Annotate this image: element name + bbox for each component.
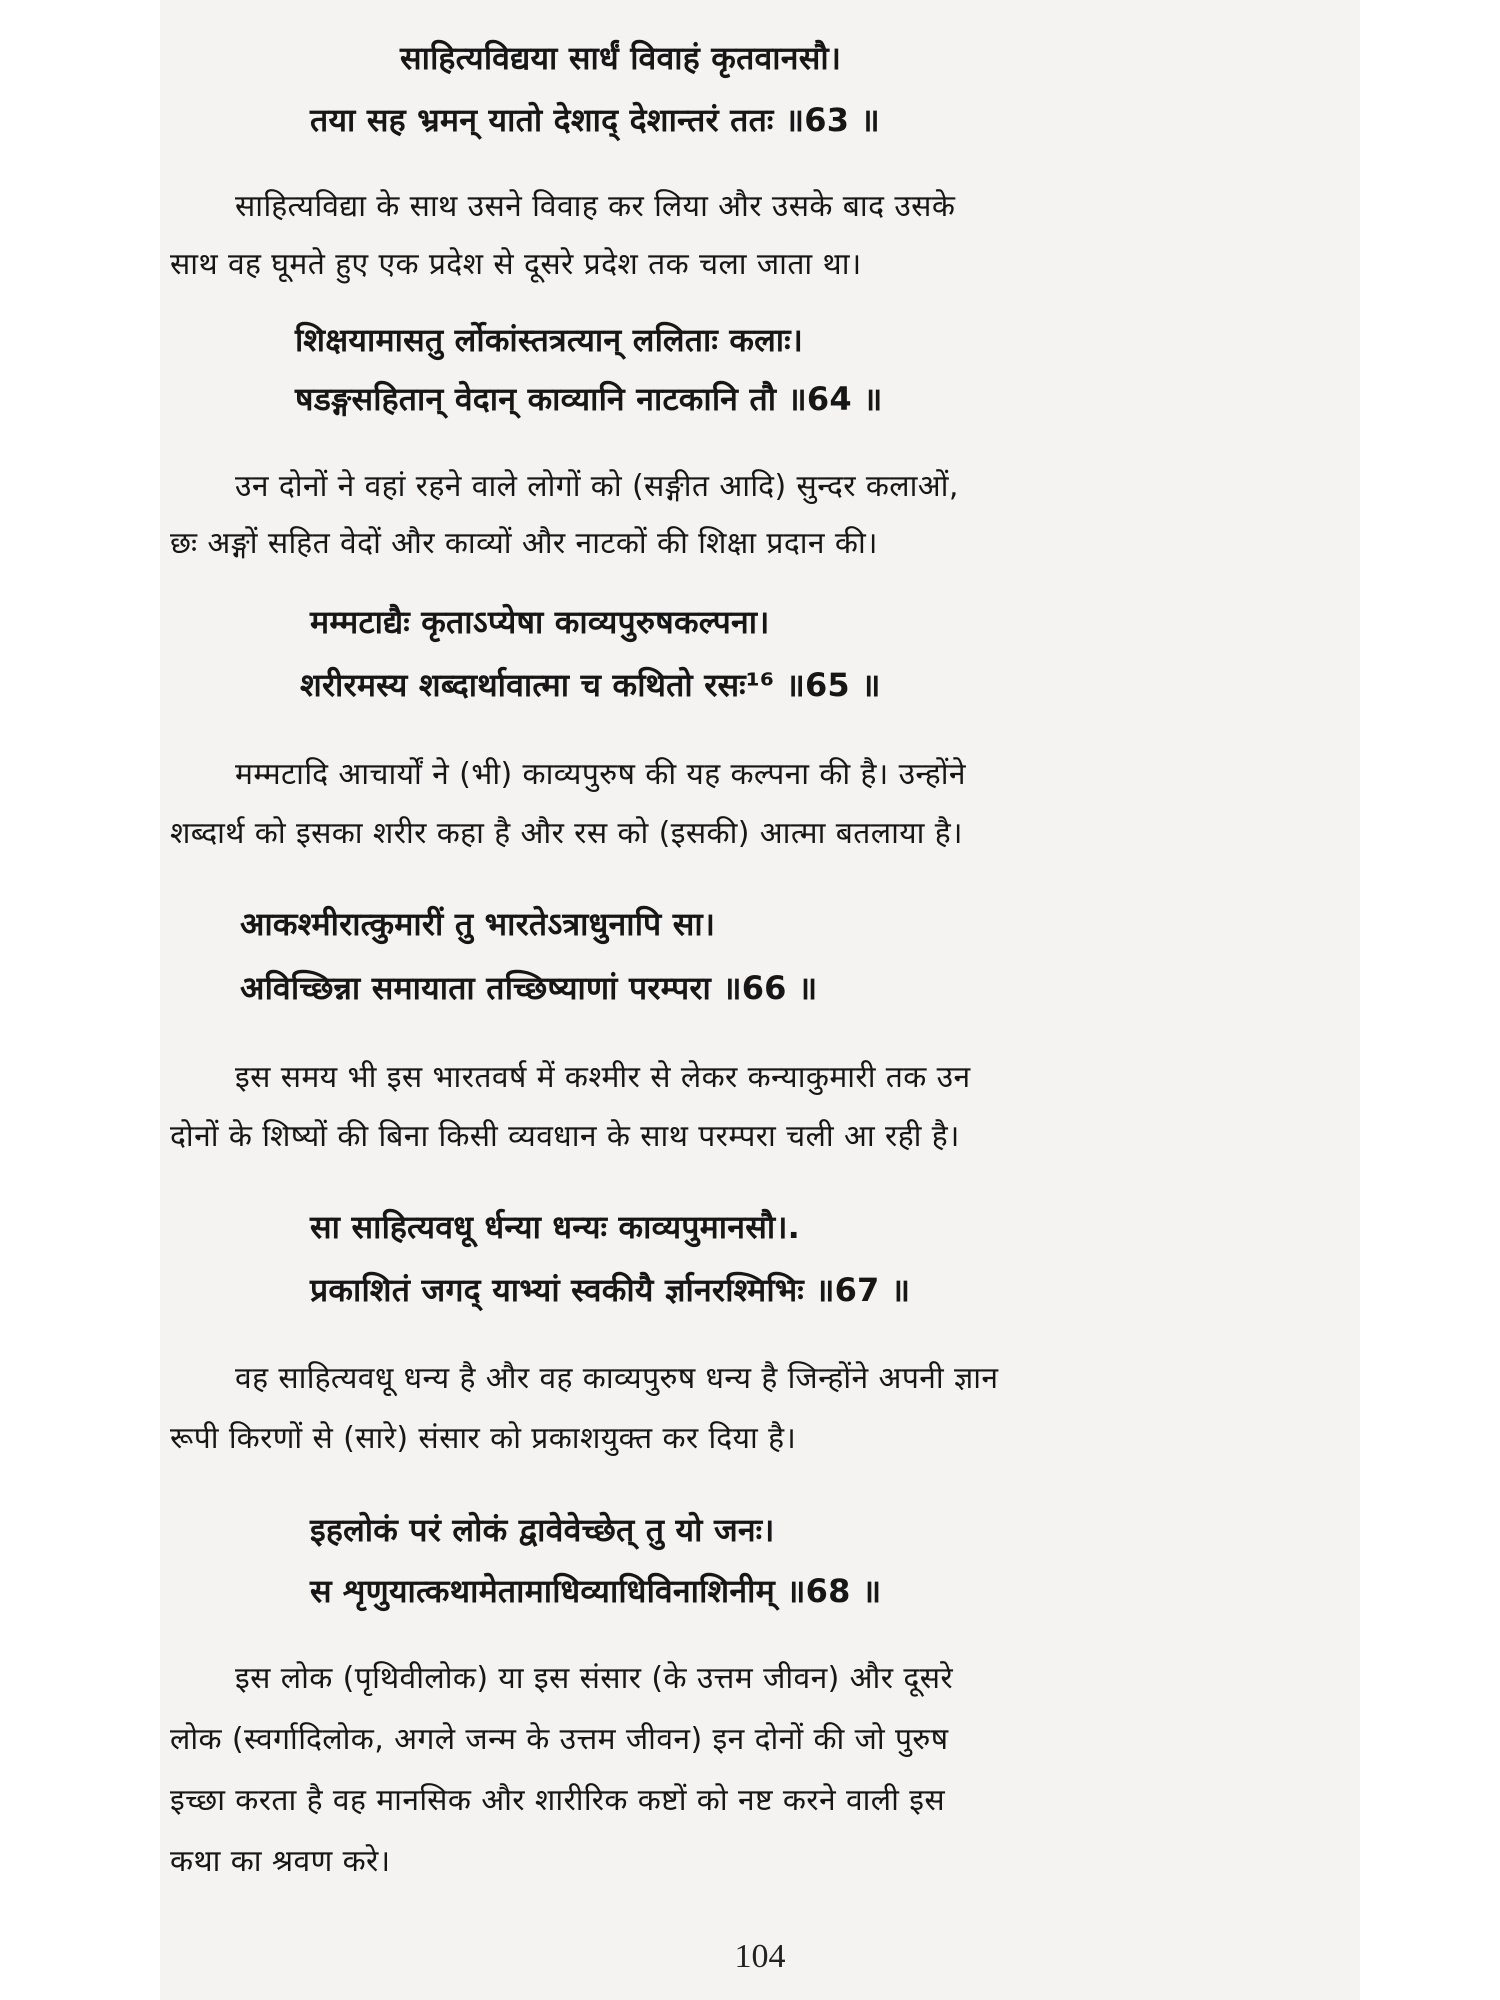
translation-67-line-2: रूपी किरणों से (सारे) संसार को प्रकाशयुक्त कर दिया है।: [170, 1421, 797, 1456]
verse-67-line-1: सा साहित्यवधू र्धन्या धन्यः काव्यपुमानसौ।.: [310, 1208, 801, 1246]
verse-64-line-2: षडङ्गसहितान् वेदान् काव्यानि नाटकानि तौ ॥64 ॥: [295, 380, 883, 418]
verse-67-line-2: प्रकाशितं जगद् याभ्यां स्वकीयै र्ज्ञानरश्मिभिः ॥67 ॥: [310, 1271, 911, 1309]
verse-63-line-2: तया सह भ्रमन् यातो देशाद् देशान्तरं ततः ॥63 ॥: [310, 101, 880, 139]
translation-63-line-2: साथ वह घूमते हुए एक प्रदेश से दूसरे प्रदेश तक चला जाता था।: [170, 247, 862, 282]
verse-68-line-1: इहलोकं परं लोकं द्वावेवेच्छेत् तु यो जनः।: [310, 1511, 775, 1549]
verse-66-line-2: अविच्छिन्ना समायाता तच्छिष्याणां परम्परा ॥66 ॥: [240, 969, 818, 1007]
translation-68-line-1: इस लोक (पृथिवीलोक) या इस संसार (के उत्तम जीवन) और दूसरे: [235, 1661, 954, 1696]
translation-68-line-4: कथा का श्रवण करे।: [170, 1844, 391, 1879]
verse-68-line-2: स शृणुयात्कथामेतामाधिव्याधिविनाशिनीम् ॥68 ॥: [310, 1572, 882, 1610]
translation-66-line-1: इस समय भी इस भारतवर्ष में कश्मीर से लेकर कन्याकुमारी तक उन: [235, 1060, 971, 1095]
translation-67-line-1: वह साहित्यवधू धन्य है और वह काव्यपुरुष धन्य है जिन्होंने अपनी ज्ञान: [235, 1361, 999, 1396]
translation-64-line-2: छः अङ्गों सहित वेदों और काव्यों और नाटकों की शिक्षा प्रदान की।: [170, 526, 878, 561]
verse-66-line-1: आकश्मीरात्कुमारीं तु भारतेऽत्राधुनापि सा।: [240, 905, 716, 943]
book-page: [160, 0, 1360, 2000]
translation-68-line-2: लोक (स्वर्गादिलोक, अगले जन्म के उत्तम जीवन) इन दोनों की जो पुरुष: [170, 1722, 949, 1757]
translation-68-line-3: इच्छा करता है वह मानसिक और शारीरिक कष्टों को नष्ट करने वाली इस: [170, 1783, 946, 1818]
translation-65-line-2: शब्दार्थ को इसका शरीर कहा है और रस को (इसकी) आत्मा बतलाया है।: [170, 816, 963, 851]
translation-64-line-1: उन दोनों ने वहां रहने वाले लोगों को (सङ्गीत आदि) सुन्दर कलाओं,: [235, 469, 959, 504]
translation-63-line-1: साहित्यविद्या के साथ उसने विवाह कर लिया और उसके बाद उसके: [235, 189, 956, 224]
verse-63-line-1: साहित्यविद्यया सार्धं विवाहं कृतवानसौ।: [400, 39, 842, 77]
verse-65-line-1: मम्मटाद्यैः कृताऽप्येषा काव्यपुरुषकल्पना।: [310, 603, 770, 641]
page-number: 104: [734, 1938, 786, 1975]
verse-65-line-2: शरीरमस्य शब्दार्थावात्मा च कथितो रसः¹⁶ ॥65 ॥: [300, 666, 881, 704]
verse-64-line-1: शिक्षयामासतु र्लोकांस्तत्रत्यान् ललिताः कलाः।: [295, 321, 804, 359]
translation-65-line-1: मम्मटादि आचार्यों ने (भी) काव्यपुरुष की यह कल्पना की है। उन्होंने: [235, 757, 966, 792]
translation-66-line-2: दोनों के शिष्यों की बिना किसी व्यवधान के साथ परम्परा चली आ रही है।: [170, 1119, 960, 1154]
